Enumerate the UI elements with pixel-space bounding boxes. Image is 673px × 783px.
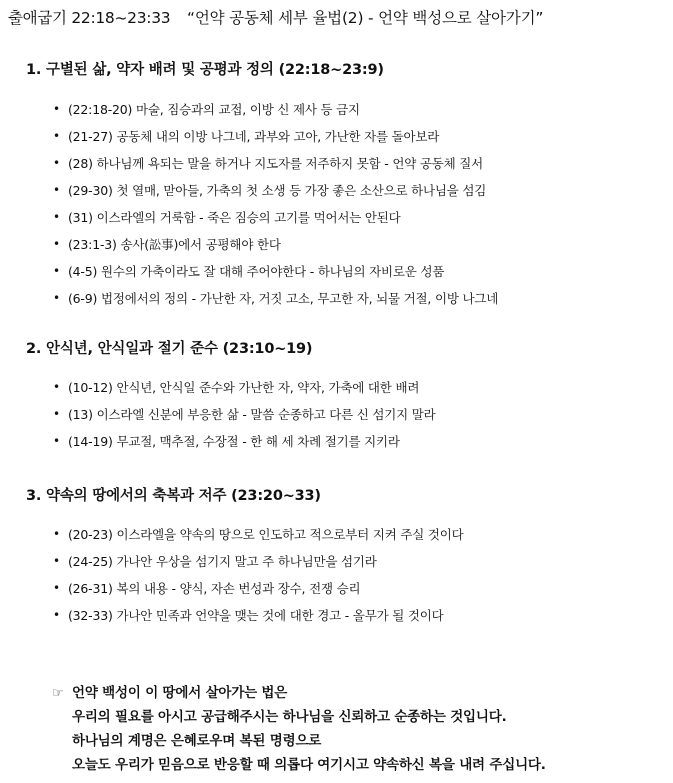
list-item [26,602,666,629]
conclusion-line: 오늘도 우리가 믿음으로 반응할 때 의롭다 여기시고 약속하신 복을 내려 주십니다. [72,757,546,773]
list-item-text: (22:18-20) 마술, 짐승과의 교접, 이방 신 제사 등 금지 [68,102,360,117]
bullet-icon: • [53,581,60,595]
section-item-list [26,374,666,455]
list-item [26,521,666,548]
section-2 [26,337,666,455]
list-item-text: (28) 하나님께 욕되는 말을 하거나 지도자를 저주하지 못함 - 언약 공동체 질서 [68,156,484,171]
bullet-icon: • [53,407,60,421]
list-item [26,428,666,455]
list-item [26,374,666,401]
list-item-text: (26-31) 복의 내용 - 양식, 자손 번성과 장수, 전쟁 승리 [68,581,361,596]
bullet-icon: • [53,380,60,394]
list-item [26,96,666,123]
list-item [26,401,666,428]
bullet-icon: • [53,264,60,278]
list-item-text: (24-25) 가나안 우상을 섬기지 말고 주 하나님만을 섬기라 [68,554,377,569]
conclusion-line: 우리의 필요를 아시고 공급해주시는 하나님을 신뢰하고 순종하는 것입니다. [72,709,507,725]
section-item-list [26,521,666,629]
section-heading: 3. 약속의 땅에서의 축복과 저주 (23:20~33) [26,488,321,504]
conclusion-text: 언약 백성이 이 땅에서 살아가는 법은 [72,685,288,701]
bullet-icon: • [53,129,60,143]
list-item [26,177,666,204]
conclusion-block [52,681,667,777]
list-item-text: (32-33) 가나안 민족과 언약을 맺는 것에 대한 경고 - 올무가 될 것이다 [68,608,444,623]
bullet-icon: • [53,554,60,568]
section-1 [26,58,666,312]
list-item-text: (4-5) 원수의 가축이라도 잘 대해 주어야한다 - 하나님의 자비로운 성품 [68,264,445,279]
list-item [26,285,666,312]
list-item [26,548,666,575]
section-heading: 1. 구별된 삶, 약자 배려 및 공평과 정의 (22:18~23:9) [26,62,384,78]
bullet-icon: • [53,210,60,224]
document-header [8,6,668,28]
bullet-icon: • [53,434,60,448]
bullet-icon: • [53,608,60,622]
conclusion-line: 하나님의 계명은 은혜로우며 복된 명령으로 [72,733,322,749]
bullet-icon: • [53,291,60,305]
bullet-icon: • [53,237,60,251]
list-item-text: (29-30) 첫 열매, 맏아들, 가축의 첫 소생 등 가장 좋은 소산으로 하나님을 섬김 [68,183,487,198]
list-item-text: (31) 이스라엘의 거룩함 - 죽은 짐승의 고기를 먹어서는 안된다 [68,210,401,225]
section-3 [26,484,666,629]
section-heading: 2. 안식년, 안식일과 절기 준수 (23:10~19) [26,341,313,357]
list-item-text: (14-19) 무교절, 맥추절, 수장절 - 한 해 세 차례 절기를 지키라 [68,434,400,449]
bullet-icon: • [53,183,60,197]
bullet-icon: • [53,527,60,541]
list-item [26,204,666,231]
pointing-hand-icon: ☞ [52,686,64,701]
list-item-text: (6-9) 법정에서의 정의 - 가난한 자, 거짓 고소, 무고한 자, 뇌물 거절, 이방 나그네 [68,291,499,306]
list-item-text: (23:1-3) 송사(訟事)에서 공평해야 한다 [68,237,281,252]
list-item-text: (21-27) 공동체 내의 이방 나그네, 과부와 고아, 가난한 자를 돌아보라 [68,129,440,144]
conclusion-line [52,681,667,705]
list-item [26,150,666,177]
list-item [26,231,666,258]
document-title: “언약 공동체 세부 율법(2) - 언약 백성으로 살아가기” [186,9,544,27]
scripture-reference: 출애굽기 22:18~23:33 [8,9,171,27]
list-item-text: (13) 이스라엘 신분에 부응한 삶 - 말씀 순종하고 다른 신 섬기지 말라 [68,407,436,422]
section-item-list [26,96,666,312]
bullet-icon: • [53,156,60,170]
list-item [26,258,666,285]
list-item-text: (10-12) 안식년, 안식일 준수와 가난한 자, 약자, 가축에 대한 배려 [68,380,420,395]
list-item [26,575,666,602]
bullet-icon: • [53,102,60,116]
list-item [26,123,666,150]
list-item-text: (20-23) 이스라엘을 약속의 땅으로 인도하고 적으로부터 지켜 주실 것이다 [68,527,464,542]
